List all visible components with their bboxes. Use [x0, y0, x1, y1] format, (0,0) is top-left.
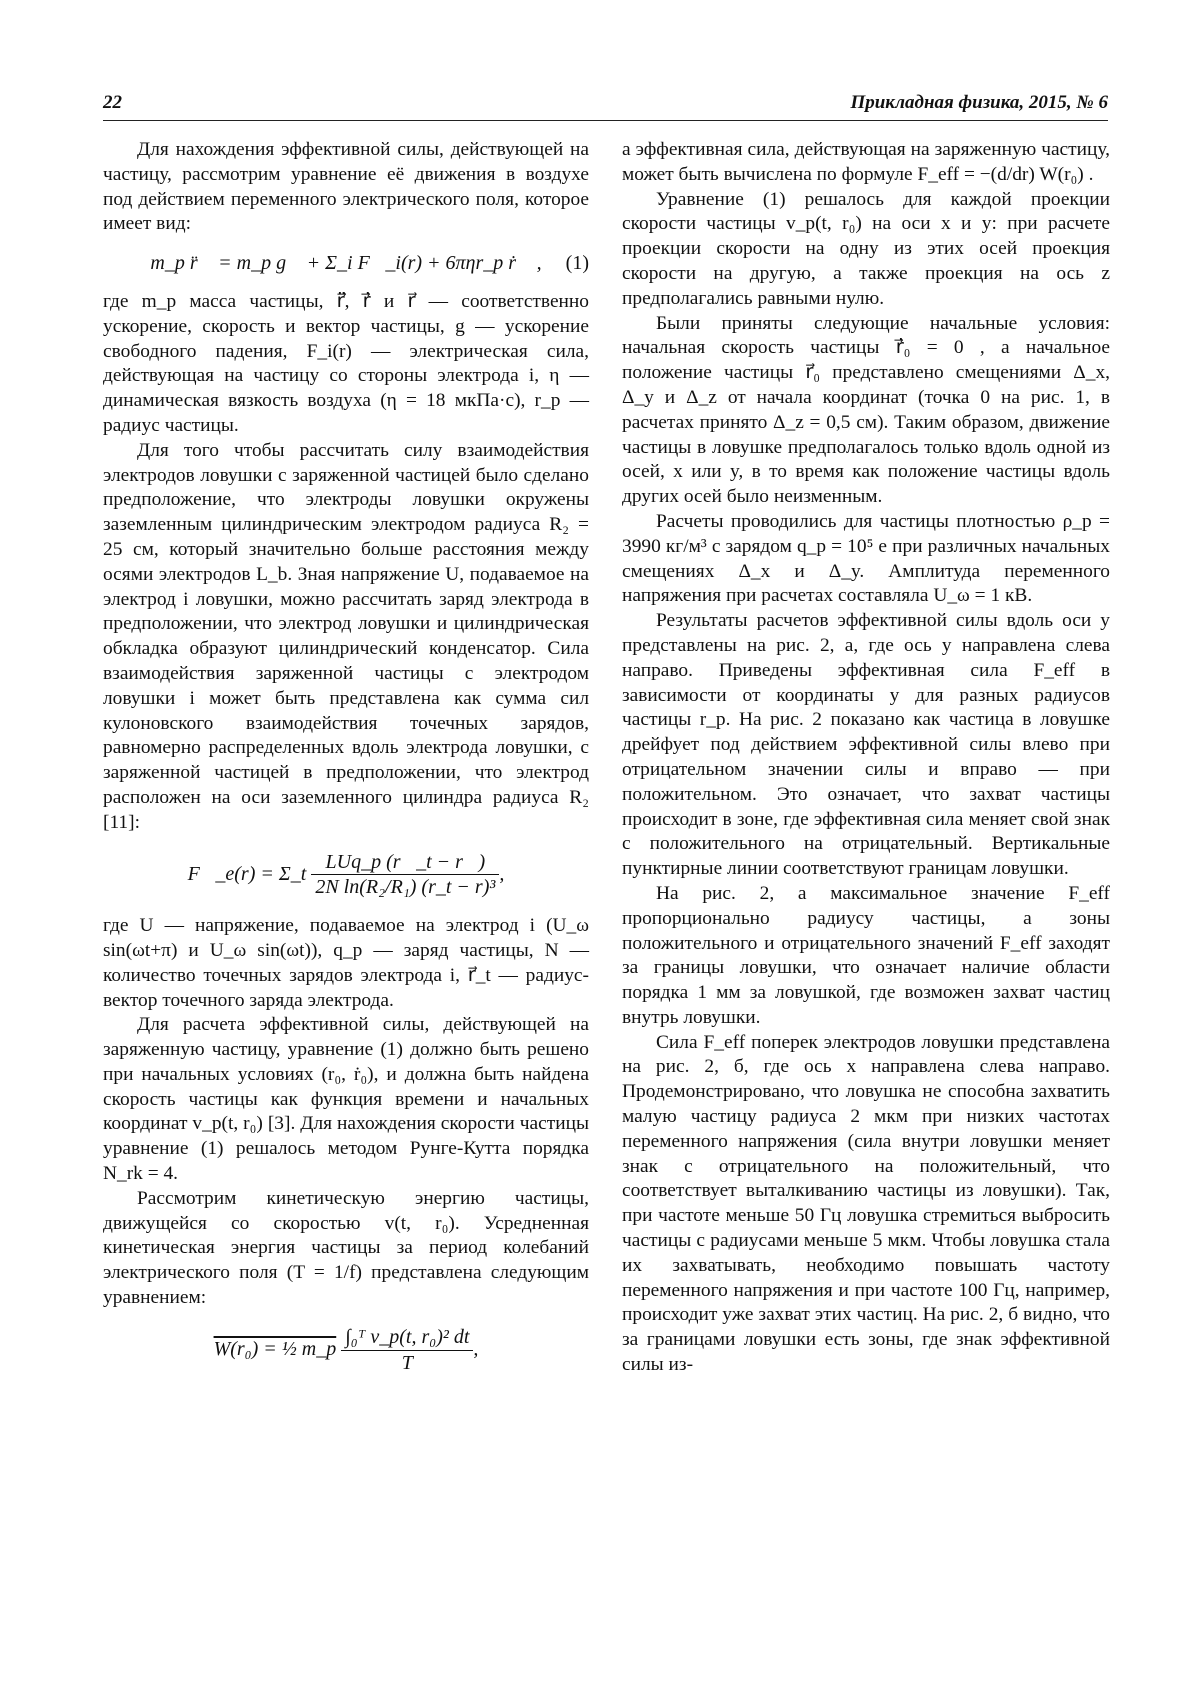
equation-1: [103, 251, 589, 276]
journal-title: Прикладная физика, 2015, № 6: [850, 92, 1108, 113]
paragraph: Были приняты следующие начальные условия: начальная скорость частицы ṙ⃗₀ = 0 , а начальное положение частицы r⃗₀ представлено смещениями Δ_x, Δ_y и Δ_z от начала координат (точка 0 на рис. 1, в расчетах принято Δ_z = 0,5 см). Таким образом, движение частицы в ловушке предполагалось только вдоль одной из осей, x или y, в то время как положение частицы вдоль других осей было неизменным.: [622, 312, 1110, 508]
running-header: [103, 92, 1108, 121]
paragraph: Для того чтобы рассчитать силу взаимодействия электродов ловушки с заряженной частицей было сделано предположение, что электроды ловушки окружены заземленным цилиндрическим электродом радиуса R₂ = 25 см, который значительно больше расстояния между осями электродов L_b. Зная напряжение U, подаваемое на электрод i ловушки, можно рассчитать заряд электрода в предположении, что электрод ловушки и цилиндрическая обкладка образуют цилиндрический конденсатор. Сила взаимодействия заряженной частицы с электродом ловушки i может быть представлена как сумма сил кулоновского взаимодействия точечных зарядов, равномерно распределенных вдоль электрода ловушки, с заряженной частицей в предположении, что электрод расположен на оси заземленного цилиндра радиуса R₂ [11]:: [103, 439, 589, 833]
page-number: 22: [103, 92, 122, 113]
paragraph: а эффективная сила, действующая на заряженную частицу, может быть вычислена по формуле F_eff = −(d/dr) W(r₀) .: [622, 139, 1110, 185]
equation-body: m_p r̈⃗ = m_p g⃗ + Σ_i F⃗_i(r) + 6πηr_p ṙ⃗ ,: [150, 252, 542, 275]
equation-kinetic-energy: W(r₀) = ½ m_p $\frac{\text{∫₀ᵀ v\_p(t, r₀)² dt}}{T}$ ,: [213, 1325, 479, 1374]
equation-number: (1): [565, 252, 589, 275]
numerator: LUq_p (r⃗_t − r⃗): [311, 850, 499, 876]
denominator: T: [401, 1351, 413, 1374]
right-column: [622, 138, 1110, 1378]
fraction: [311, 850, 499, 901]
paragraph: Рассмотрим кинетическую энергию частицы, движущейся со скоростью v(t, r₀). Усредненная кинетическая энергия частицы за период колебаний электрического поля (T = 1/f) представлена следующим уравнением:: [103, 1187, 589, 1309]
equation-coulomb-force: F⃗_e(r) = Σ_t $\frac{\text{LUq\_p (r⃗\_t − r⃗)}}{\text{2N ln(R₂/R₁) (r\_t − r)³}}$ ,: [187, 850, 505, 899]
paragraph: Сила F_eff поперек электродов ловушки представлена на рис. 2, б, где ось x направлена слева направо. Продемонстрировано, что ловушка не способна захватить малую частицу радиуса 2 мкм при низких частотах переменного напряжения (сила внутри ловушки меняет знак с отрицательного на положительный, что соответствует выталкиванию частицы из ловушки). Так, при частоте меньше 50 Гц ловушка стремиться выбросить частицы с радиусами меньше 5 мкм. Чтобы ловушка стала их захватывать, необходимо повышать частоту переменного напряжения и при частоте 100 Гц, например, происходит уже захват этих частиц. На рис. 2, б видно, что за границами ловушки есть зоны, где знак эффективной силы из-: [622, 1031, 1110, 1376]
paragraph: где U — напряжение, подаваемое на электрод i (U_ω sin(ωt+π) и U_ω sin(ωt)), q_p — заряд частицы, N — количество точечных зарядов электрода i, r⃗_t — радиус-вектор точечного заряда электрода.: [103, 915, 589, 1011]
paragraph: Для нахождения эффективной силы, действующей на частицу, рассмотрим уравнение её движения в воздухе под действием переменного электрического поля, которое имеет вид:: [103, 139, 589, 235]
fraction: [341, 1325, 473, 1376]
paragraph: Уравнение (1) решалось для каждой проекции скорости частицы v_p(t, r₀) на оси x и y: при расчете проекции скорости на одну из этих осей проекция скорости на другую, а также проекция на ось z предполагались равными нулю.: [622, 188, 1110, 309]
left-column: [103, 138, 589, 1389]
numerator: ∫₀ᵀ v_p(t, r₀)² dt: [341, 1325, 473, 1351]
paragraph: где m_p масса частицы, r̈⃗, ṙ⃗ и r⃗ — соответственно ускорение, скорость и вектор частицы, g — ускорение свободного падения, F_i(r) — электрическая сила, действующая на частицу со стороны электрода i, η — динамическая вязкость воздуха (η = 18 мкПа·с), r_p — радиус частицы.: [103, 290, 589, 436]
paragraph: Для расчета эффективной силы, действующей на заряженную частицу, уравнение (1) должно быть решено при начальных условиях (r₀, ṙ₀), и должна быть найдена скорость частицы как функция времени и начальных координат v_p(t, r₀) [3]. Для нахождения скорости частицы уравнение (1) решалось методом Рунге-Кутта порядка N_rk = 4.: [103, 1014, 589, 1185]
paragraph: Расчеты проводились для частицы плотностью ρ_p = 3990 кг/м³ с зарядом q_p = 10⁵ e при различных начальных смещениях Δ_x и Δ_y. Амплитуда переменного напряжения при расчетах составляла U_ω = 1 кВ.: [622, 510, 1110, 607]
equation-lhs: W(r₀) = ½ m_p: [213, 1337, 337, 1360]
paragraph: На рис. 2, а максимальное значение F_eff пропорционально радиусу частицы, а зоны положительного и отрицательного значений F_eff заходят за границы ловушки, что означает наличие области порядка 1 мм за ловушкой, где возможен захват частиц внутрь ловушки.: [622, 882, 1110, 1028]
denominator: 2N ln(R₂/R₁) (r_t − r)³: [315, 876, 496, 899]
equation-lhs: F⃗_e(r) = Σ_t: [187, 862, 307, 885]
paragraph: Результаты расчетов эффективной силы вдоль оси y представлены на рис. 2, а, где ось y направлена слева направо. Приведены эффективная сила F_eff в зависимости от координаты y для разных радиусов частицы r_p. На рис. 2 показано как частица в ловушке дрейфует под действием эффективной силы влево при отрицательном значении силы и вправо — при положительном. Это означает, что захват частицы происходит в зоне, где эффективная сила меняет свой знак с положительного на отрицательный. Вертикальные пунктирные линии соответствуют границам ловушки.: [622, 610, 1110, 880]
